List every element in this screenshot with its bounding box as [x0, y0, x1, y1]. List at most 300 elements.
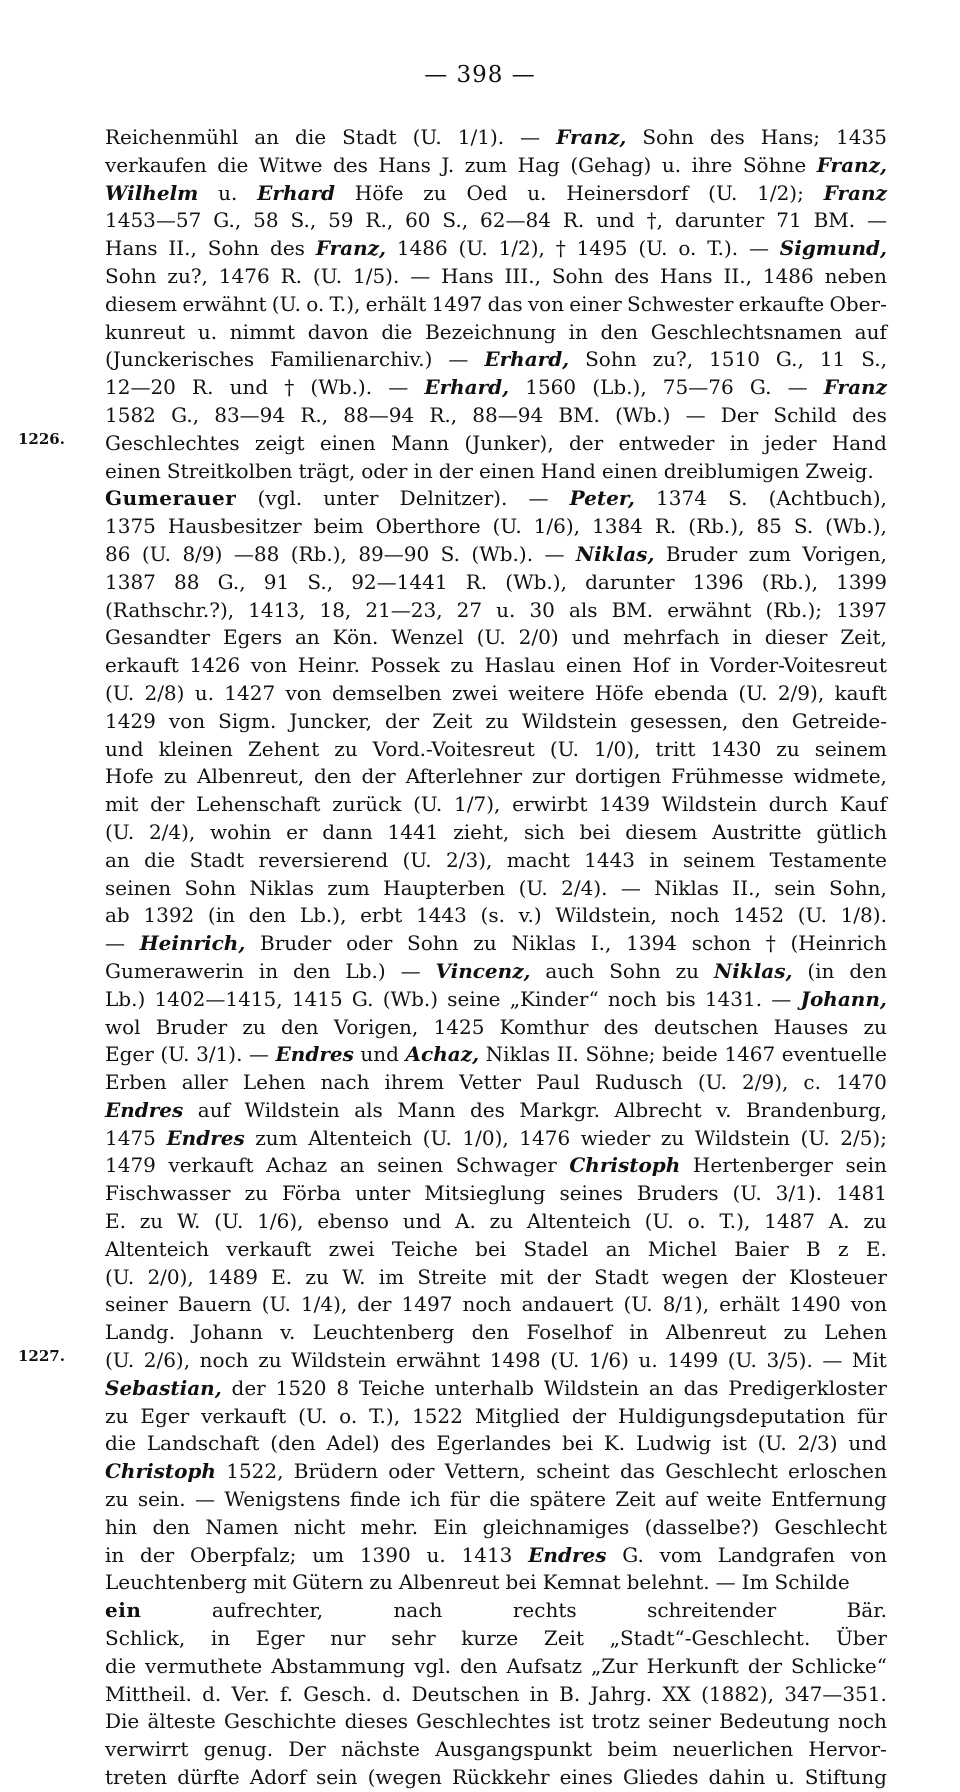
word: des — [390, 1431, 426, 1456]
word: 8/9) — [182, 541, 223, 566]
word: dürfte — [177, 1765, 240, 1790]
word: deutschen — [653, 1014, 759, 1039]
word: 1426 — [189, 653, 241, 678]
word: den — [459, 1653, 498, 1678]
word: die — [489, 1487, 521, 1512]
word: G. — [351, 986, 374, 1011]
word: den — [741, 708, 779, 733]
word: (Rb.), — [761, 569, 818, 594]
word: (wegen — [367, 1765, 442, 1790]
word: jeder — [764, 430, 817, 455]
word: 3/1). — [775, 1181, 823, 1206]
word: Vetter — [459, 1070, 522, 1095]
word: II., — [723, 263, 752, 288]
text-line — [105, 319, 887, 347]
word: Franz — [823, 375, 887, 400]
word: Heinr. — [297, 653, 361, 678]
word: Mitsieglung — [424, 1181, 546, 1206]
word: Gesch. — [303, 1681, 372, 1706]
word: den — [849, 958, 887, 983]
word: Paul — [536, 1070, 580, 1095]
word: (U. — [800, 1125, 830, 1150]
text-line — [105, 346, 887, 374]
word: des — [270, 236, 305, 261]
word: 1479 — [105, 1153, 156, 1178]
word: wohin — [210, 819, 272, 844]
word: Streite — [417, 1264, 487, 1289]
word: Endres — [105, 1097, 184, 1122]
word: Testamente — [769, 847, 887, 872]
text-line — [105, 263, 887, 291]
word: ihre — [691, 152, 733, 177]
word: 1/6), — [257, 1209, 304, 1234]
word: den — [471, 1320, 510, 1345]
word: Albenreut — [665, 1320, 767, 1345]
word: Geschlechtes — [105, 430, 240, 455]
text-line — [105, 235, 887, 263]
word: 2/3), — [446, 847, 493, 872]
word: 3/1). — [196, 1042, 243, 1067]
word: Namen — [205, 1514, 279, 1539]
word: erkauft — [105, 653, 179, 678]
word: (U. — [402, 847, 432, 872]
word: Hans; — [760, 125, 821, 149]
word: die — [217, 152, 249, 177]
word: oder — [388, 1459, 435, 1484]
word: zum — [464, 152, 508, 177]
word: 1374 — [656, 486, 707, 511]
word: die — [105, 1653, 137, 1678]
word: (U. — [550, 1348, 580, 1373]
word: Afterlehner — [405, 764, 523, 789]
word: trotz — [591, 1709, 641, 1734]
word: 1470 — [836, 1070, 887, 1095]
word: 2/3) — [797, 1431, 838, 1456]
word: der — [546, 1264, 581, 1289]
word: Stiftung — [804, 1765, 887, 1790]
word: 1384 — [592, 514, 643, 539]
word: die — [144, 847, 176, 872]
word: u. — [426, 1542, 446, 1567]
word: Stadel — [523, 1236, 589, 1261]
word: (Gehag) — [570, 152, 652, 177]
word: (Wb.), — [505, 569, 567, 594]
word: treten — [105, 1765, 168, 1790]
word: K. — [603, 1431, 626, 1456]
text-line — [105, 1069, 887, 1097]
word: darunter — [674, 208, 765, 233]
word: entweder — [618, 430, 715, 455]
word: —88 — [233, 541, 280, 566]
word: 2/6), — [143, 1348, 191, 1373]
word: erhält — [365, 291, 427, 316]
word: Wenzel — [391, 625, 464, 650]
word: 1/8). — [840, 903, 887, 928]
word: (vgl. — [257, 486, 303, 511]
word: d. — [382, 1681, 402, 1706]
word: dieses — [344, 1709, 409, 1734]
word: in — [105, 1542, 125, 1567]
word: auf — [197, 1097, 231, 1122]
text-line — [105, 152, 887, 180]
word: der — [438, 458, 473, 483]
text-line — [105, 1403, 887, 1431]
word: die — [105, 1431, 137, 1456]
word: (U. — [476, 625, 506, 650]
word: 1560 — [525, 375, 577, 400]
word: Franz, — [315, 236, 386, 261]
word: durch — [768, 792, 829, 817]
word: weitere — [508, 680, 585, 705]
text-line — [105, 875, 887, 903]
word: Schilde — [774, 1570, 850, 1595]
word: Zehent — [247, 736, 320, 761]
word: Der — [720, 402, 759, 427]
word: Vincenz, — [435, 958, 531, 983]
word: 1429 — [105, 708, 156, 733]
word: Zeit — [615, 1487, 656, 1512]
word: Huldigungsdeputation — [618, 1403, 846, 1428]
word: XX — [662, 1681, 691, 1706]
word: Wildstein — [521, 708, 618, 733]
word: Höfe — [354, 180, 404, 205]
word: für — [857, 1403, 887, 1428]
word: in — [729, 430, 749, 455]
text-line — [105, 680, 887, 708]
word: Wildstein — [694, 1125, 790, 1150]
word: älteste — [147, 1709, 216, 1734]
word: (U. — [214, 1209, 244, 1234]
text-line — [105, 1430, 887, 1458]
word: Geschlechtes — [416, 1709, 551, 1734]
word: der — [150, 792, 185, 817]
word: (U. — [797, 903, 827, 928]
word: erbt — [360, 903, 403, 928]
text-line — [105, 1542, 887, 1570]
word: Aufsatz — [506, 1653, 582, 1678]
word: andauert — [521, 1292, 614, 1317]
word: Über — [835, 1626, 887, 1651]
word: des — [709, 125, 745, 149]
word: — — [400, 958, 421, 983]
word: 1435 — [836, 125, 887, 149]
word: noch — [670, 903, 720, 928]
word: Hans — [441, 263, 494, 288]
text-line — [105, 1097, 887, 1125]
word: (Wb.), — [825, 514, 887, 539]
word: Juncker, — [289, 708, 373, 733]
word: bei — [475, 1236, 507, 1261]
word: in — [568, 319, 588, 344]
word: Frühmesse — [671, 764, 784, 789]
word: verkauft — [226, 1236, 312, 1261]
word: Lb.), — [299, 903, 347, 928]
text-line — [105, 1597, 887, 1625]
word: des — [851, 402, 887, 427]
word: II., — [168, 236, 197, 261]
word: — — [528, 486, 549, 511]
word: G., — [217, 569, 246, 594]
word: zum — [327, 875, 370, 900]
word: spätere — [529, 1487, 606, 1512]
word: zu — [105, 1487, 129, 1512]
word: — — [715, 1570, 736, 1595]
word: zu — [423, 180, 447, 205]
word: Lb.) — [105, 986, 146, 1011]
word: Sohn — [105, 263, 157, 288]
word: zu — [776, 736, 800, 761]
word: u. — [775, 1765, 795, 1790]
text-line — [105, 1625, 887, 1653]
word: (U. — [518, 875, 548, 900]
word: belehnt. — [626, 1570, 710, 1595]
word: Geschlecht — [665, 1459, 778, 1484]
word: R. — [465, 569, 488, 594]
word: T.), — [329, 291, 361, 316]
word: c. — [803, 1070, 821, 1095]
word: diesem — [625, 819, 698, 844]
word: Haupterben — [383, 875, 506, 900]
word: Egerlandes — [436, 1431, 552, 1456]
word: unter — [323, 486, 379, 511]
word: (U. — [727, 1348, 757, 1373]
word: Erben — [105, 1070, 167, 1095]
word: rechts — [512, 1598, 577, 1623]
word: von — [285, 680, 322, 705]
word: 1387 — [105, 569, 156, 594]
word: Sohn — [642, 125, 694, 149]
word: 1/7), — [454, 792, 501, 817]
word: weite — [706, 1487, 762, 1512]
word: zur — [531, 764, 565, 789]
word: (den — [270, 1431, 316, 1456]
word: Reichenmühl — [105, 125, 239, 149]
word: seiner — [648, 1709, 711, 1734]
word: Brüdern — [293, 1459, 378, 1484]
word: W. — [176, 1209, 201, 1234]
word: III., — [504, 263, 541, 288]
word: Erhard, — [424, 375, 510, 400]
word: erloschen — [788, 1459, 887, 1484]
word: † — [555, 236, 566, 261]
word: der — [385, 708, 420, 733]
text-line — [105, 1291, 887, 1319]
word: Adorf — [249, 1765, 307, 1790]
word: Altenteich — [526, 1209, 631, 1234]
word: Mit — [851, 1348, 887, 1373]
word: Oberpfalz; — [190, 1542, 297, 1567]
word: (Wb.) — [615, 402, 671, 427]
word: erwirbt — [512, 792, 588, 817]
word: zu — [450, 653, 474, 678]
word: T.), — [719, 1209, 751, 1234]
word: Herkunft — [646, 1653, 739, 1678]
word: zu?, — [167, 263, 208, 288]
word: (Wb.). — [310, 375, 373, 400]
text-line — [105, 791, 887, 819]
word: (U. — [738, 680, 768, 705]
word: R. — [192, 375, 214, 400]
word: 88 — [174, 569, 200, 594]
word: Hand — [831, 430, 887, 455]
word: von — [250, 653, 288, 678]
word: 2/9), — [742, 1070, 789, 1095]
word: Rudusch — [594, 1070, 683, 1095]
word: zu — [473, 931, 497, 956]
word: Geschlecht — [774, 1514, 887, 1539]
word: aller — [181, 1070, 228, 1095]
word: Wildstein — [543, 1375, 640, 1400]
word: u. — [218, 180, 238, 205]
word: erwähnt — [667, 597, 752, 622]
word: an — [254, 125, 280, 149]
word: Zeit — [432, 708, 473, 733]
word: 2/4). — [561, 875, 608, 900]
word: Wildstein — [291, 1348, 387, 1373]
word: Schwager — [455, 1153, 557, 1178]
word: 18, — [319, 597, 352, 622]
word: 1/5). — [352, 263, 400, 288]
word: 1427 — [224, 680, 276, 705]
word: Bedeutung — [719, 1709, 830, 1734]
word: 59 — [328, 208, 354, 233]
word: dann — [322, 819, 373, 844]
word: in — [629, 1320, 649, 1345]
word: (U. — [623, 1292, 653, 1317]
word: nur — [330, 1626, 366, 1651]
word: Christoph — [569, 1153, 681, 1178]
word: Zweig. — [805, 458, 874, 483]
word: Adel) — [326, 1431, 380, 1456]
word: u. — [496, 597, 516, 622]
text-line — [105, 930, 887, 958]
word: des — [614, 263, 650, 288]
text-line — [105, 1736, 887, 1764]
word: 27 — [456, 597, 483, 622]
word: Altenteich — [308, 1125, 413, 1150]
text-line — [105, 291, 887, 319]
word: Klosteuer — [789, 1264, 887, 1289]
word: Austritte — [712, 819, 802, 844]
word: Egers — [223, 625, 283, 650]
body-text — [105, 124, 887, 1792]
word: 1392 — [143, 903, 195, 928]
word: S., — [307, 569, 334, 594]
word: Albenreut — [398, 1570, 500, 1595]
word: 1476 — [218, 263, 270, 288]
word: reversierend — [258, 847, 389, 872]
word: Hervor- — [808, 1737, 887, 1762]
word: gleichnamiges — [482, 1514, 630, 1539]
word: (U. — [644, 1209, 674, 1234]
word: — — [448, 347, 469, 372]
word: vom — [659, 1542, 702, 1567]
text-line — [105, 819, 887, 847]
word: Hans — [378, 152, 431, 177]
word: zu — [139, 1209, 164, 1234]
word: seinen — [377, 1153, 444, 1178]
word: nach — [320, 1070, 370, 1095]
word: wegen — [661, 1264, 729, 1289]
word: zu — [163, 764, 188, 789]
word: Gumerauer — [105, 486, 237, 511]
word: (Wb.). — [471, 541, 534, 566]
word: noch — [199, 1348, 249, 1373]
word: (U. — [708, 180, 738, 205]
word: E. — [865, 1236, 887, 1261]
text-line — [105, 1486, 887, 1514]
word: neben — [824, 263, 887, 288]
word: Schlicke“ — [791, 1653, 887, 1678]
word: Hofe — [105, 764, 154, 789]
word: trägt, — [298, 458, 356, 483]
word: (in — [807, 958, 835, 983]
word: 88—94 — [472, 402, 544, 427]
word: Gliedes — [622, 1765, 699, 1790]
word: 1522, — [226, 1459, 284, 1484]
word: zu — [863, 1209, 887, 1234]
word: Abstammung — [271, 1653, 406, 1678]
word: noch — [462, 1292, 512, 1317]
word: kunreut — [105, 319, 186, 344]
word: Oberthore — [375, 514, 481, 539]
word: 1439 — [599, 792, 651, 817]
text-line — [105, 1569, 887, 1597]
word: demselben — [331, 680, 442, 705]
word: G., — [213, 208, 242, 233]
word: 1476 — [519, 1125, 571, 1150]
text-line — [105, 1180, 887, 1208]
word: den — [281, 1014, 319, 1039]
word: erwähnt — [395, 1348, 481, 1373]
word: — — [105, 931, 125, 956]
word: Lehen — [824, 1320, 887, 1345]
word: seines — [559, 1181, 623, 1206]
word: 12—20 — [105, 375, 176, 400]
word: Landgrafen — [717, 1542, 835, 1567]
word: von — [850, 1542, 887, 1567]
word: Predigerkloster — [728, 1375, 887, 1400]
word: 1397 — [836, 597, 887, 622]
word: Delnitzer). — [399, 486, 508, 511]
word: R., — [429, 402, 458, 427]
word: Niklas — [249, 875, 314, 900]
word: 1495 — [576, 236, 628, 261]
word: u. — [661, 152, 682, 177]
word: und — [360, 1042, 399, 1067]
word: Altenteich — [105, 1236, 209, 1261]
word: (U. — [141, 541, 172, 566]
word: 60 — [405, 208, 431, 233]
word: Ausgangspunkt — [435, 1737, 593, 1762]
word: d. — [202, 1681, 222, 1706]
word: u. — [194, 680, 214, 705]
word: (Lb.), — [592, 375, 647, 400]
word: Endres — [528, 1542, 607, 1567]
word: der — [361, 764, 396, 789]
word: Gütern — [292, 1570, 364, 1595]
text-line — [105, 124, 887, 152]
word: (dasselbe?) — [644, 1514, 760, 1539]
word: 85 — [756, 514, 782, 539]
word: (U. — [160, 1042, 190, 1067]
text-line — [105, 402, 887, 430]
word: um — [312, 1542, 345, 1567]
word: Mittheil. — [105, 1681, 192, 1706]
word: Sohn — [407, 931, 459, 956]
text-line — [105, 180, 887, 208]
word: Ober- — [829, 291, 887, 316]
